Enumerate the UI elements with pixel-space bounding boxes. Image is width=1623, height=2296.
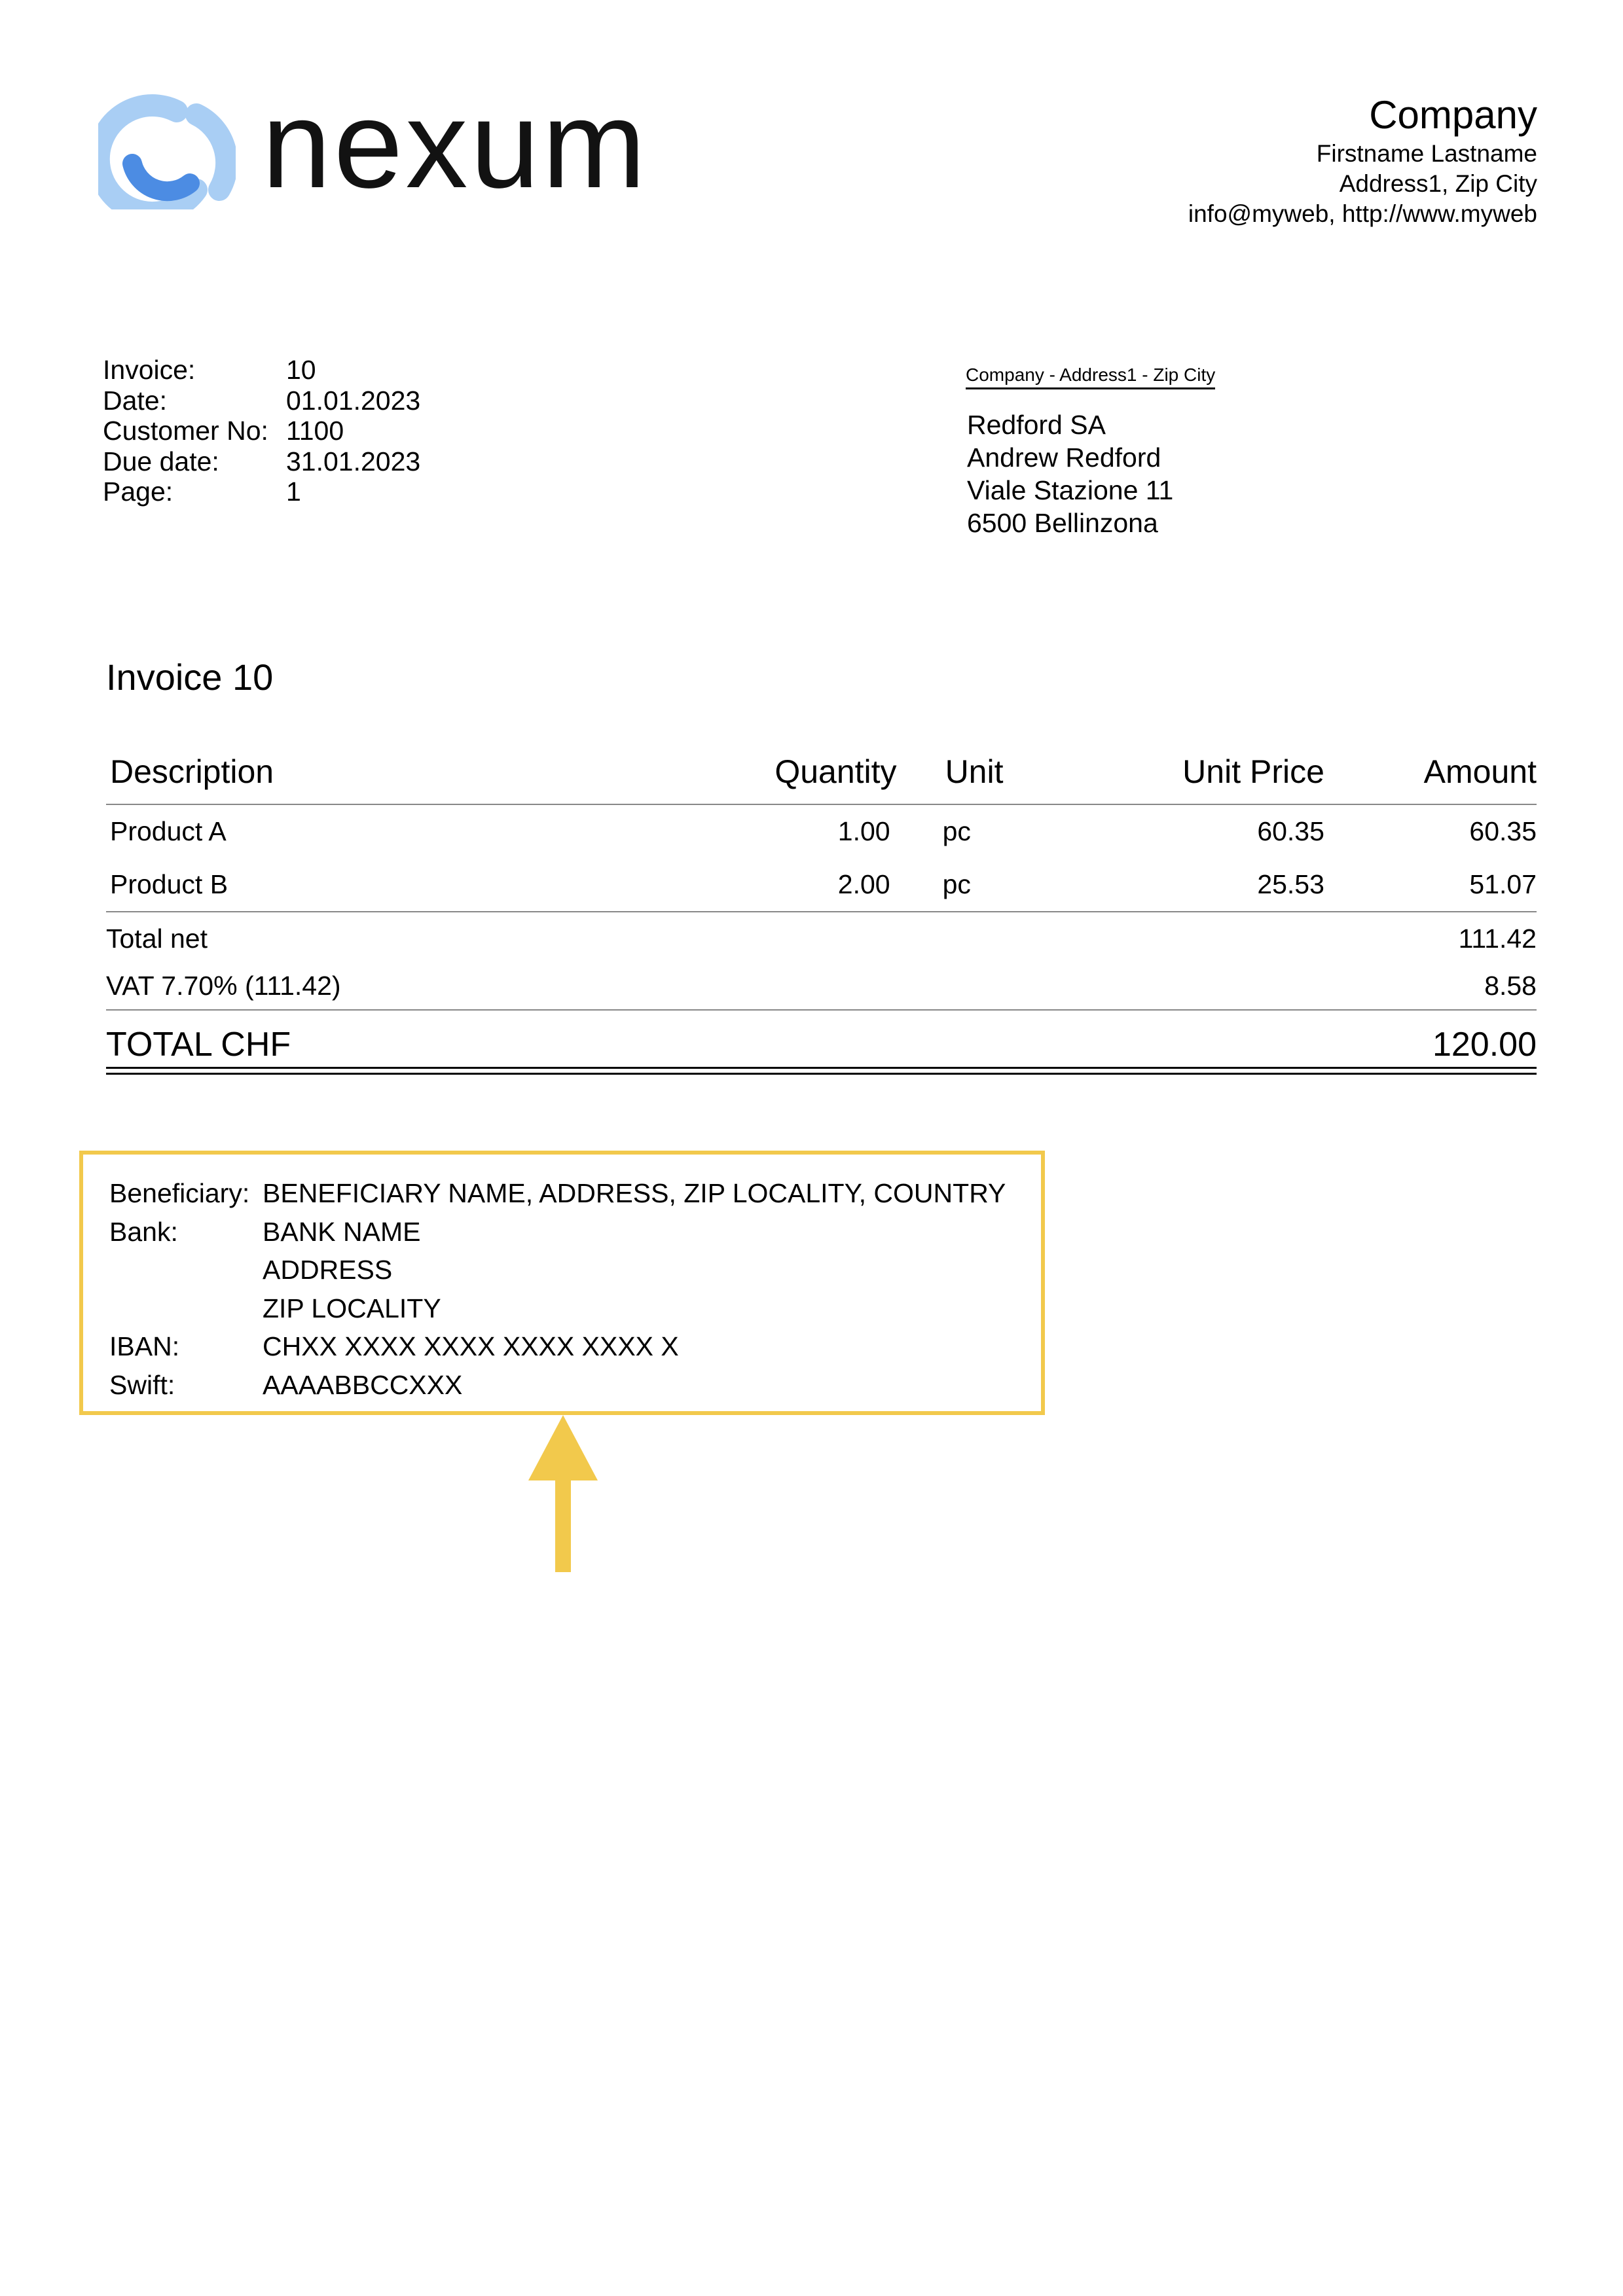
meta-value: 1 bbox=[286, 476, 301, 507]
vat-value: 8.58 bbox=[1484, 970, 1537, 1001]
header-unit-price: Unit Price bbox=[1182, 753, 1324, 790]
invoice-meta bbox=[103, 355, 420, 507]
table-divider bbox=[106, 911, 1537, 912]
logo-wordmark: nexum bbox=[262, 75, 649, 214]
payment-value: CHXX XXXX XXXX XXXX XXXX X bbox=[263, 1331, 679, 1362]
header-unit: Unit bbox=[945, 753, 1004, 790]
meta-value: 10 bbox=[286, 355, 316, 385]
payment-value: BENEFICIARY NAME, ADDRESS, ZIP LOCALITY, COUNTRY bbox=[263, 1178, 1006, 1208]
table-header bbox=[106, 753, 1537, 805]
meta-label: Due date: bbox=[103, 446, 219, 476]
return-address-line: Company - Address1 - Zip City bbox=[966, 365, 1215, 389]
payment-value: ZIP LOCALITY bbox=[263, 1293, 441, 1323]
grand-total-value: 120.00 bbox=[1432, 1026, 1537, 1064]
meta-label: Page: bbox=[103, 476, 173, 507]
meta-value: 1100 bbox=[286, 416, 344, 446]
payment-row bbox=[109, 1251, 1006, 1289]
cell-description: Product B bbox=[110, 869, 228, 899]
total-net-value: 111.42 bbox=[1458, 923, 1537, 954]
sender-contact: info@myweb, http://www.myweb bbox=[1188, 200, 1537, 227]
sender-name: Firstname Lastname bbox=[1316, 140, 1537, 167]
payment-value: ADDRESS bbox=[263, 1255, 393, 1285]
table-row bbox=[106, 805, 1537, 858]
meta-label: Invoice: bbox=[103, 355, 196, 385]
meta-row bbox=[103, 355, 420, 386]
payment-row bbox=[109, 1327, 1006, 1366]
payment-label bbox=[109, 1251, 263, 1289]
payment-value: AAAABBCCXXX bbox=[263, 1369, 463, 1400]
document-title: Invoice 10 bbox=[106, 656, 274, 698]
sender-block bbox=[1188, 92, 1537, 229]
totals-divider bbox=[106, 1009, 1537, 1011]
total-net-row bbox=[106, 915, 1537, 962]
recipient-line: 6500 Bellinzona bbox=[967, 508, 1158, 538]
payment-row bbox=[109, 1174, 1006, 1213]
cell-unit-price: 25.53 bbox=[1257, 869, 1324, 899]
meta-label: Customer No: bbox=[103, 416, 268, 446]
sender-company: Company bbox=[1369, 93, 1537, 137]
payment-row bbox=[109, 1213, 1006, 1251]
sender-address: Address1, Zip City bbox=[1339, 170, 1537, 197]
company-logo bbox=[98, 75, 687, 214]
meta-row bbox=[103, 476, 420, 507]
items-table bbox=[106, 753, 1537, 912]
recipient-address bbox=[967, 408, 1173, 539]
recipient-line: Andrew Redford bbox=[967, 442, 1161, 473]
payment-label: Bank: bbox=[109, 1216, 178, 1247]
meta-value: 01.01.2023 bbox=[286, 385, 421, 416]
payment-details bbox=[109, 1174, 1006, 1405]
cell-amount: 60.35 bbox=[1469, 816, 1537, 846]
payment-label: Swift: bbox=[109, 1369, 175, 1400]
recipient-line: Redford SA bbox=[967, 410, 1106, 440]
cell-unit: pc bbox=[942, 816, 971, 846]
vat-label: VAT 7.70% (111.42) bbox=[106, 970, 341, 1001]
meta-row bbox=[103, 386, 420, 416]
payment-value: BANK NAME bbox=[263, 1216, 421, 1247]
meta-value: 31.01.2023 bbox=[286, 446, 421, 476]
meta-label: Date: bbox=[103, 385, 167, 416]
cell-quantity: 2.00 bbox=[837, 869, 890, 899]
meta-row bbox=[103, 446, 420, 477]
payment-label: IBAN: bbox=[109, 1331, 180, 1362]
payment-row bbox=[109, 1366, 1006, 1405]
payment-details-box bbox=[79, 1151, 1045, 1415]
arrow-up-icon bbox=[527, 1415, 599, 1572]
payment-label bbox=[109, 1289, 263, 1328]
vat-row bbox=[106, 962, 1537, 1009]
payment-row bbox=[109, 1289, 1006, 1328]
cell-description: Product A bbox=[110, 816, 227, 846]
logo-swirl-icon bbox=[98, 92, 236, 209]
table-row bbox=[106, 858, 1537, 911]
cell-amount: 51.07 bbox=[1469, 869, 1537, 899]
cell-quantity: 1.00 bbox=[837, 816, 890, 846]
header-quantity: Quantity bbox=[775, 753, 897, 790]
double-underline bbox=[106, 1069, 1537, 1075]
meta-row bbox=[103, 416, 420, 446]
header-description: Description bbox=[110, 753, 274, 790]
header-amount: Amount bbox=[1423, 753, 1537, 790]
payment-label: Beneficiary: bbox=[109, 1178, 250, 1208]
total-net-label: Total net bbox=[106, 923, 208, 954]
grand-total-label: TOTAL CHF bbox=[106, 1026, 291, 1064]
cell-unit-price: 60.35 bbox=[1257, 816, 1324, 846]
grand-total-row bbox=[106, 1025, 1537, 1069]
totals-block bbox=[106, 915, 1537, 1075]
cell-unit: pc bbox=[942, 869, 971, 899]
recipient-line: Viale Stazione 11 bbox=[967, 475, 1174, 505]
